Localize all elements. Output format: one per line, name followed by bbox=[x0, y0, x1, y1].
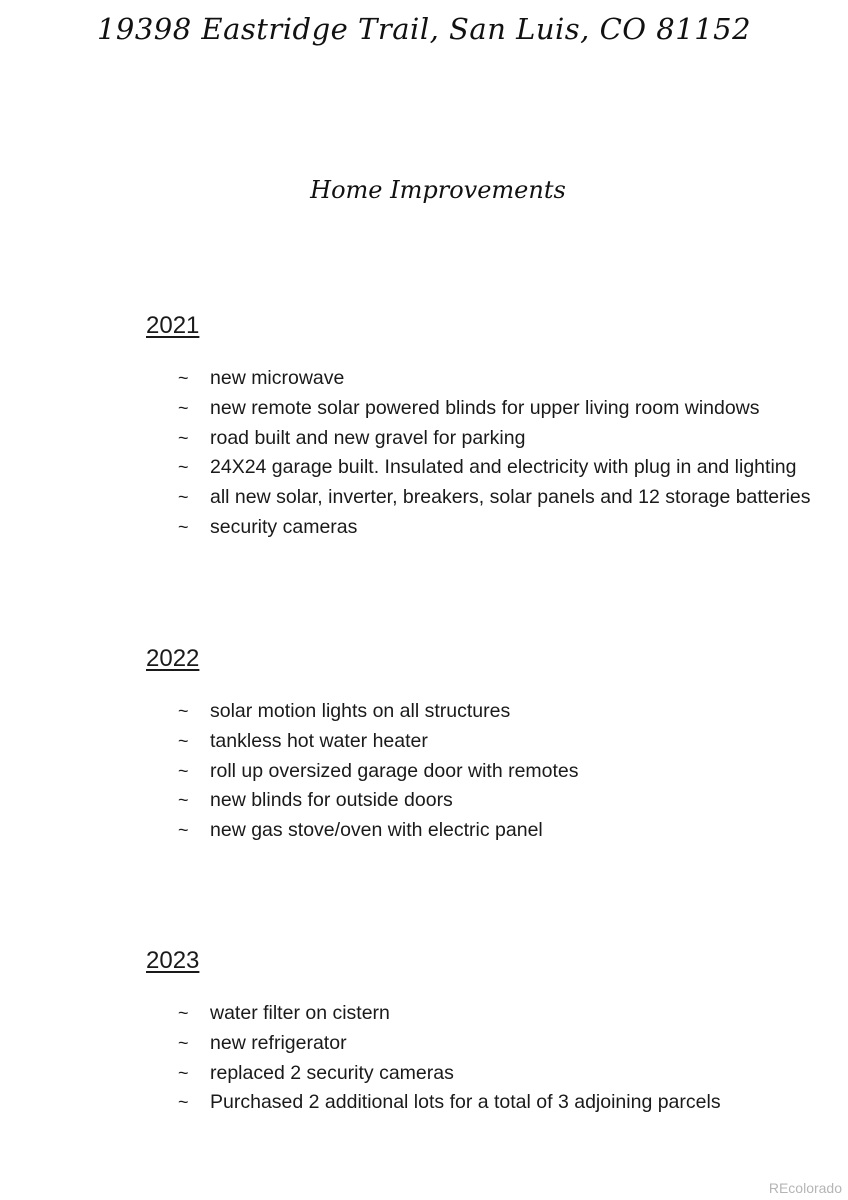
item-text: roll up oversized garage door with remotes bbox=[210, 759, 579, 782]
list-item bbox=[146, 1029, 836, 1059]
year-section-2022 bbox=[146, 644, 836, 846]
list-item bbox=[146, 394, 836, 424]
item-text: new remote solar powered blinds for upper living room windows bbox=[210, 396, 760, 419]
tilde-bullet-icon: ~ bbox=[178, 1092, 189, 1113]
tilde-bullet-icon: ~ bbox=[178, 457, 189, 478]
list-item bbox=[146, 697, 836, 727]
item-text: road built and new gravel for parking bbox=[210, 426, 526, 449]
item-text: security cameras bbox=[210, 515, 358, 538]
improvement-list bbox=[146, 364, 836, 543]
address-heading: 19398 Eastridge Trail, San Luis, CO 81152 bbox=[96, 12, 752, 46]
item-text: solar motion lights on all structures bbox=[210, 700, 511, 722]
tilde-bullet-icon: ~ bbox=[178, 790, 189, 811]
tilde-bullet-icon: ~ bbox=[178, 368, 189, 388]
tilde-bullet-icon: ~ bbox=[178, 516, 189, 537]
list-item bbox=[146, 816, 836, 846]
tilde-bullet-icon: ~ bbox=[178, 701, 189, 721]
item-text: new blinds for outside doors bbox=[210, 789, 453, 812]
item-text: new refrigerator bbox=[210, 1031, 347, 1054]
improvement-list bbox=[146, 697, 836, 846]
tilde-bullet-icon: ~ bbox=[178, 730, 189, 751]
tilde-bullet-icon: ~ bbox=[178, 397, 189, 418]
item-text: new microwave bbox=[210, 367, 345, 389]
list-item bbox=[146, 364, 836, 394]
list-item bbox=[146, 757, 836, 787]
year-section-2021 bbox=[146, 311, 836, 543]
improvement-list bbox=[146, 999, 836, 1118]
list-item bbox=[146, 483, 836, 513]
item-text: all new solar, inverter, breakers, solar panels and 12 storage batteries bbox=[210, 486, 811, 509]
list-item bbox=[146, 727, 836, 757]
item-text: water filter on cistern bbox=[210, 1002, 390, 1024]
item-text: new gas stove/oven with electric panel bbox=[210, 819, 543, 842]
document-title: Home Improvements bbox=[310, 176, 566, 204]
list-item bbox=[146, 1059, 836, 1089]
watermark: REcolorado bbox=[768, 1180, 842, 1196]
year-section-2023 bbox=[146, 946, 836, 1118]
item-text: tankless hot water heater bbox=[210, 729, 428, 752]
item-text: replaced 2 security cameras bbox=[210, 1061, 454, 1084]
list-item bbox=[146, 786, 836, 816]
tilde-bullet-icon: ~ bbox=[178, 1062, 189, 1083]
item-text: 24X24 garage built. Insulated and electricity with plug in and lighting bbox=[210, 456, 797, 479]
tilde-bullet-icon: ~ bbox=[178, 1032, 189, 1053]
item-text: Purchased 2 additional lots for a total of 3 adjoining parcels bbox=[210, 1091, 721, 1114]
list-item bbox=[146, 453, 836, 483]
year-heading: 2022 bbox=[146, 645, 200, 672]
tilde-bullet-icon: ~ bbox=[178, 820, 189, 841]
tilde-bullet-icon: ~ bbox=[178, 1003, 189, 1023]
year-heading: 2021 bbox=[146, 312, 200, 339]
tilde-bullet-icon: ~ bbox=[178, 427, 189, 448]
list-item bbox=[146, 1088, 836, 1118]
tilde-bullet-icon: ~ bbox=[178, 760, 189, 781]
list-item bbox=[146, 424, 836, 454]
tilde-bullet-icon: ~ bbox=[178, 487, 189, 508]
list-item bbox=[146, 999, 836, 1029]
year-heading: 2023 bbox=[146, 947, 200, 974]
list-item bbox=[146, 513, 836, 543]
